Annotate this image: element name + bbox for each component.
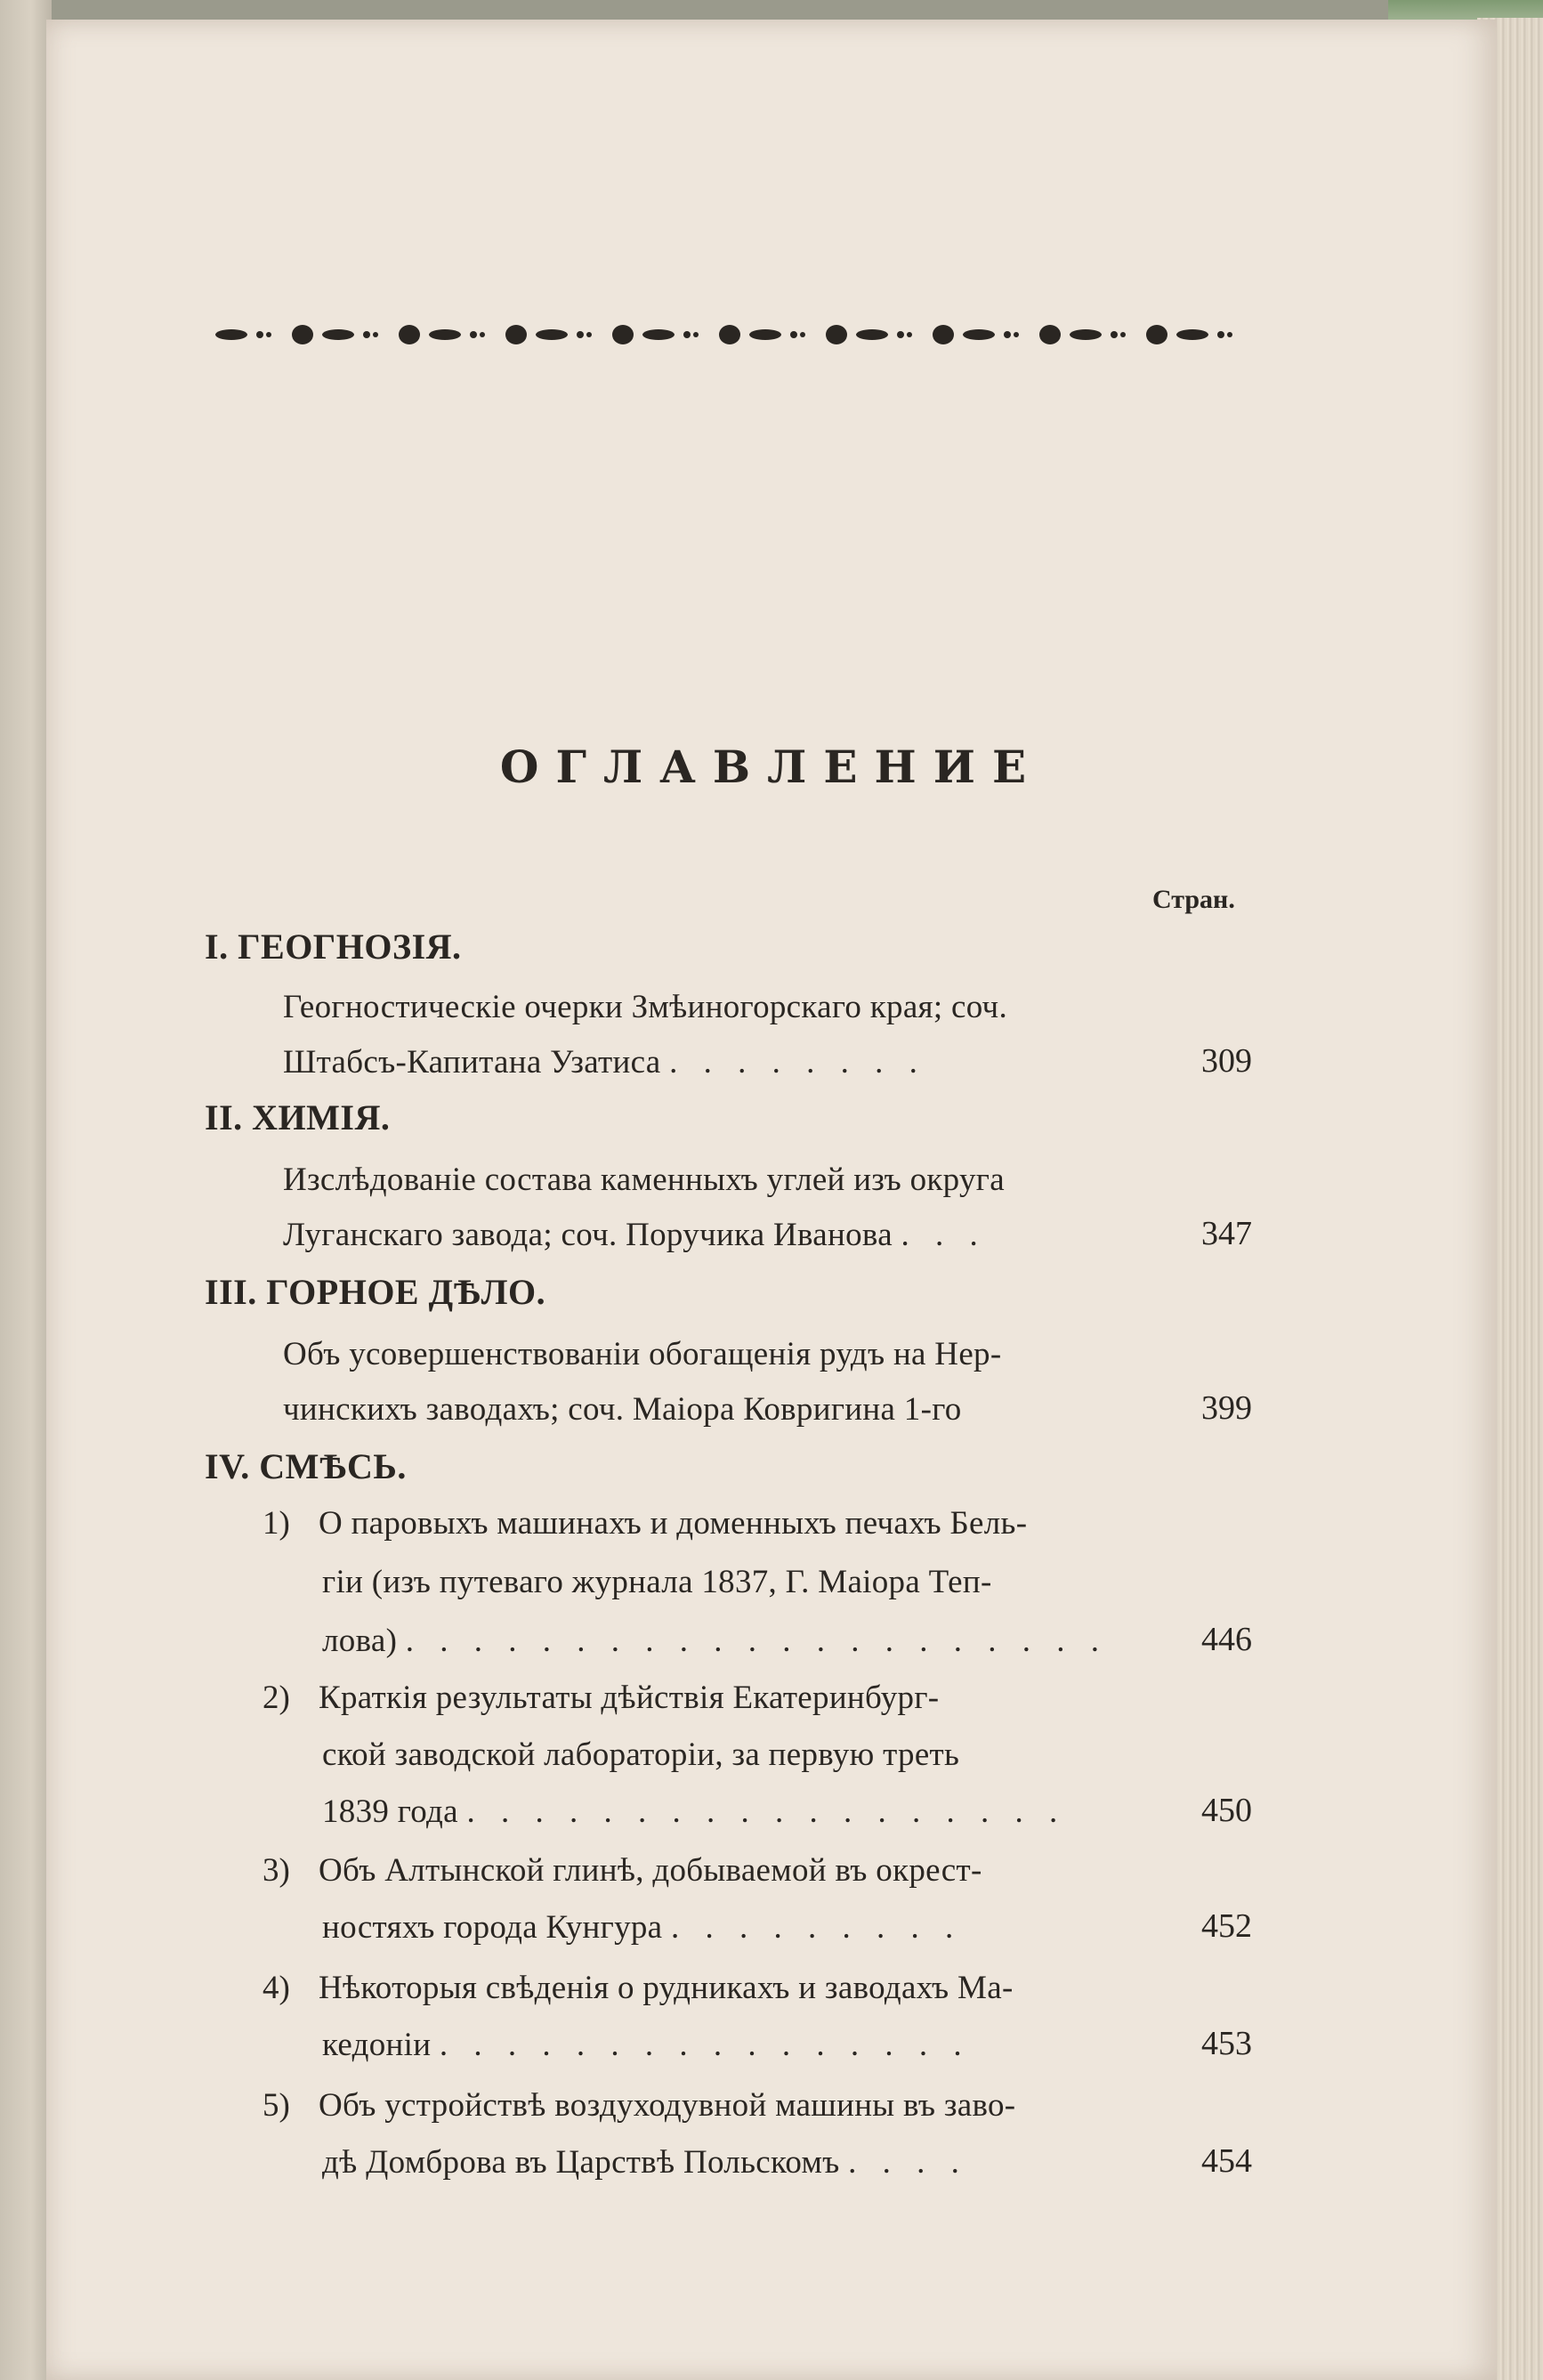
toc-entry-line: гіи (изъ путеваго журнала 1837, Г. Маіора Теп- — [322, 1564, 992, 1600]
toc-entry-line: О паровыхъ машинахъ и доменныхъ печахъ Бель- — [319, 1505, 1028, 1542]
toc-item-number: 2) — [263, 1680, 290, 1716]
toc-entry-line: Объ Алтынской глинѣ, добываемой въ окрест- — [319, 1852, 982, 1889]
section-heading-chemistry: II. ХИМІЯ. — [205, 1097, 391, 1137]
toc-entry-line: Штабсъ-Капитана Узатиса . . . . . . . . — [283, 1044, 926, 1081]
section-heading-mining: III. ГОРНОЕ ДѢЛО. — [205, 1272, 546, 1312]
page-title: ОГЛАВЛЕНИЕ — [499, 741, 1044, 793]
toc-item-number: 5) — [263, 2087, 290, 2124]
toc-entry-line: Изслѣдованіе состава каменныхъ углей изъ округа — [283, 1162, 1005, 1198]
page-column-header: Стран. — [1152, 885, 1235, 914]
toc-entry-line: 1839 года . . . . . . . . . . . . . . . . . . — [322, 1793, 1067, 1830]
toc-entry-line: ностяхъ города Кунгура . . . . . . . . . — [322, 1909, 963, 1946]
toc-page-number: 450 — [1201, 1792, 1252, 1829]
toc-page-number: 453 — [1201, 2025, 1252, 2062]
toc-entry-line: чинскихъ заводахъ; соч. Маіора Ковригина 1-го — [283, 1391, 962, 1428]
section-heading-miscellany: IV. СМѢСЬ. — [205, 1446, 407, 1486]
toc-item-number: 1) — [263, 1505, 290, 1542]
toc-page-number: 399 — [1201, 1389, 1252, 1427]
toc-entry-line: Нѣкоторыя свѣденія о рудникахъ и заводахъ Ма- — [319, 1970, 1014, 2006]
toc-entry-line: лова) . . . . . . . . . . . . . . . . . . . . . — [322, 1623, 1109, 1659]
binding-strip — [0, 0, 52, 2380]
toc-page-number: 347 — [1201, 1215, 1252, 1252]
toc-page-number: 309 — [1201, 1042, 1252, 1080]
toc-entry-line: Геогностическіе очерки Змѣиногорскаго края; соч. — [283, 989, 1008, 1025]
toc-entry-line: Луганскаго завода; соч. Поручика Иванова . . . — [283, 1217, 987, 1253]
toc-page-number: 452 — [1201, 1907, 1252, 1945]
toc-item-number: 3) — [263, 1852, 290, 1889]
toc-entry-line: ской заводской лабораторіи, за первую треть — [322, 1736, 960, 1773]
toc-entry-line: Объ устройствѣ воздуходувной машины въ заво- — [319, 2087, 1016, 2124]
ornament-divider — [214, 317, 1255, 352]
toc-page-number: 454 — [1201, 2142, 1252, 2180]
toc-item-number: 4) — [263, 1970, 290, 2006]
toc-page-number: 446 — [1201, 1621, 1252, 1658]
section-heading-geognosy: I. ГЕОГНОЗІЯ. — [205, 927, 462, 967]
toc-entry-line: кедоніи . . . . . . . . . . . . . . . . — [322, 2027, 971, 2063]
toc-entry-line: Краткія результаты дѣйствія Екатеринбург- — [319, 1680, 940, 1716]
toc-entry-line: дѣ Домброва въ Царствѣ Польскомъ . . . . — [322, 2144, 968, 2181]
toc-entry-line: Объ усовершенствованіи обогащенія рудъ на Нер- — [283, 1336, 1002, 1372]
